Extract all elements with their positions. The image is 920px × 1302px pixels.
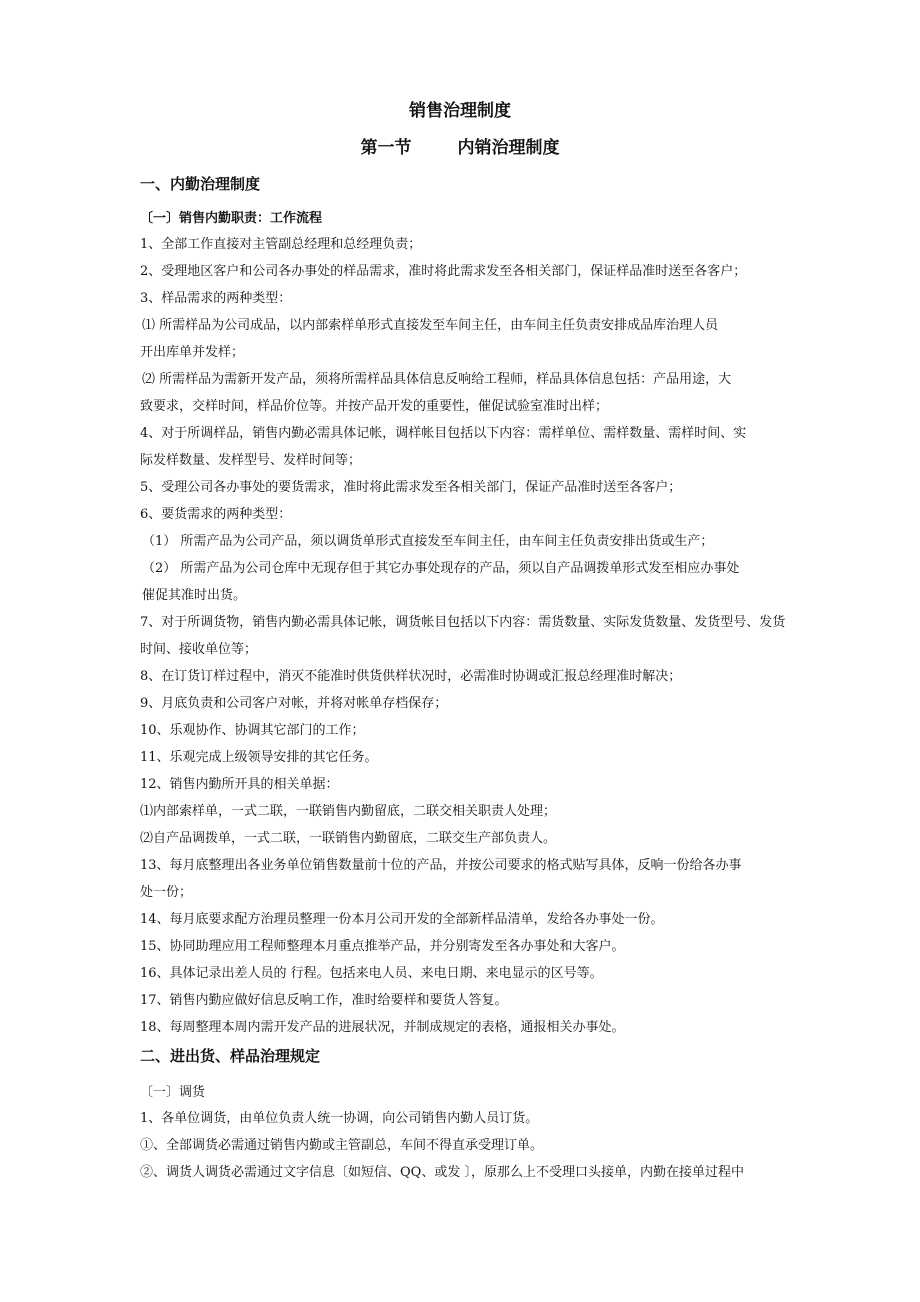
body-line: ①、全部调货必需通过销售内勤或主管副总，车间不得直承受理订单。 — [140, 1138, 544, 1153]
body-line: 12、销售内勤所开具的相关单据： — [140, 777, 339, 792]
body-line: 1、全部工作直接对主管副总经理和总经理负责； — [140, 237, 422, 252]
subheading-sales-duties: 〔一〕销售内勤职责：工作流程 — [140, 211, 323, 226]
body-line: （1） 所需产品为公司产品，须以调货单形式直接发至车间主任，由车间主任负责安排出货或生产； — [142, 534, 714, 549]
subheading-transfer: 〔一〕调货 — [140, 1085, 206, 1100]
body-line: 开出库单并发样； — [140, 345, 245, 360]
body-line: ⑴内部索样单，一式二联，一联销售内勤留底，二联交相关职责人处理； — [140, 804, 557, 819]
body-line: 6、要货需求的两种类型： — [140, 507, 292, 522]
body-line: ②、调货人调货必需通过文字信息〔如短信、QQ、或发 〕，原那么上不受理口头接单，内勤在接单过程中 — [140, 1165, 744, 1180]
body-line: 3、样品需求的两种类型： — [140, 291, 292, 306]
body-line: 处一份； — [140, 885, 193, 900]
section-label: 第一节 — [360, 138, 412, 158]
heading-part2: 二、进出货、样品治理规定 — [140, 1047, 321, 1065]
body-line: ⑴ 所需样品为公司成品，以内部索样单形式直接发至车间主任，由车间主任负责安排成品库治理人员 — [142, 318, 719, 333]
body-line: 时间、接收单位等； — [140, 642, 258, 657]
body-line: 8、在订货订样过程中，消灭不能准时供货供样状况时，必需准时协调或汇报总经理准时解决； — [140, 669, 682, 684]
body-line: ⑵ 所需样品为需新开发产品，须将所需样品具体信息反响给工程师，样品具体信息包括：产品用途，大 — [142, 372, 732, 387]
body-line: 致要求，交样时间，样品价位等。并按产品开发的重要性，催促试验室准时出样； — [140, 399, 609, 414]
body-line: 5、受理公司各办事处的要货需求，准时将此需求发至各相关部门，保证产品准时送至各客户； — [140, 480, 682, 495]
body-line: 13、每月底整理出各业务单位销售数量前十位的产品，并按公司要求的格式贴写具体，反响一份给各办事 — [140, 858, 742, 873]
body-line: 16、具体记录出差人员的 行程。包括来电人员、来电日期、来电显示的区号等。 — [140, 966, 603, 981]
body-line: 15、协同助理应用工程师整理本月重点推举产品，并分别寄发至各办事处和大客户。 — [140, 939, 625, 954]
body-line: 催促其准时出货。 — [142, 588, 247, 603]
body-line: 1、各单位调货，由单位负责人统一协调，向公司销售内勤人员订货。 — [140, 1111, 539, 1126]
section-title — [0, 133, 920, 158]
document-title: 销售治理制度 — [409, 101, 511, 121]
body-line: 2、受理地区客户和公司各办事处的样品需求，准时将此需求发至各相关部门，保证样品准时送至各客户； — [140, 264, 747, 279]
body-line: 7、对于所调货物，销售内勤必需具体记帐，调货帐目包括以下内容：需货数量、实际发货数量、发货型号、发货 — [140, 615, 786, 630]
body-line: 际发样数量、发样型号、发样时间等； — [140, 453, 362, 468]
body-line: 11、乐观完成上级领导安排的其它任务。 — [140, 750, 378, 765]
body-line: 18、每周整理本周内需开发产品的进展状况，并制成规定的表格，通报相关办事处。 — [140, 1020, 625, 1035]
body-line: 14、每月底要求配方治理员整理一份本月公司开发的全部新样品清单，发给各办事处一份。 — [140, 912, 664, 927]
body-line: （2） 所需产品为公司仓库中无现存但于其它办事处现存的产品，须以自产品调拨单形式发至相应办事处 — [142, 561, 740, 576]
body-line: 9、月底负责和公司客户对帐，并将对帐单存档保存； — [140, 696, 448, 711]
body-line: 17、销售内勤应做好信息反响工作，准时给要样和要货人答复。 — [140, 993, 508, 1008]
section-name: 内销治理制度 — [457, 138, 560, 158]
heading-part1: 一、内勤治理制度 — [140, 175, 261, 193]
body-line: 10、乐观协作、协调其它部门的工作； — [140, 723, 365, 738]
body-line: ⑵自产品调拨单，一式二联，一联销售内勤留底，二联交生产部负责人。 — [140, 831, 557, 846]
body-line: 4、对于所调样品，销售内勤必需具体记帐，调样帐目包括以下内容：需样单位、需样数量、需样时间、实 — [140, 426, 747, 441]
